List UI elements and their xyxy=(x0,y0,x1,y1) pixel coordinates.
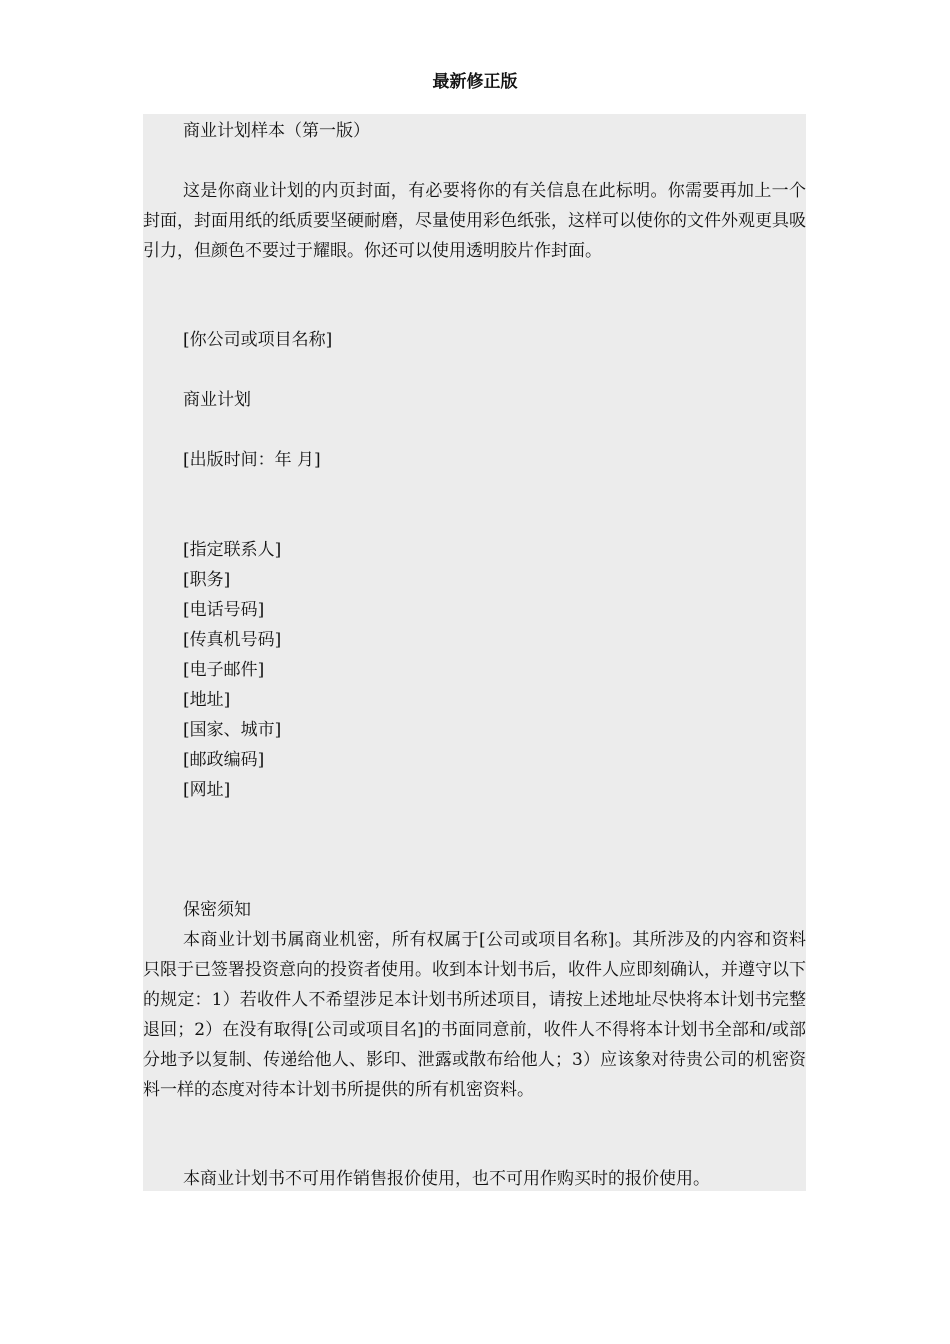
contact-field: [指定联系人] xyxy=(183,540,282,560)
document-body xyxy=(143,114,806,1191)
contact-field: [电话号码] xyxy=(183,600,265,620)
contact-field: [邮政编码] xyxy=(183,750,265,770)
contact-field: [地址] xyxy=(183,690,231,710)
contact-field: [网址] xyxy=(183,780,231,800)
plan-label: 商业计划 xyxy=(183,390,251,410)
document-heading: 商业计划样本（第一版） xyxy=(183,121,370,141)
confidentiality-note: 本商业计划书不可用作销售报价使用，也不可用作购买时的报价使用。 xyxy=(183,1169,710,1189)
cover-intro-paragraph: 这是你商业计划的内页封面，有必要将你的有关信息在此标明。你需要再加上一个封面，封面用纸的纸质要坚硬耐磨，尽量使用彩色纸张，这样可以使你的文件外观更具吸引力，但颜色不要过于耀眼。你还可以使用透明胶片作封面。 xyxy=(143,181,806,261)
contact-field: [电子邮件] xyxy=(183,660,265,680)
page-header-title: 最新修正版 xyxy=(432,72,518,92)
publish-date-placeholder: [出版时间：年 月] xyxy=(183,450,321,470)
contact-field: [传真机号码] xyxy=(183,630,282,650)
confidentiality-body: 本商业计划书属商业机密，所有权属于[公司或项目名称]。其所涉及的内容和资料只限于已签署投资意向的投资者使用。收到本计划书后，收件人应即刻确认，并遵守以下的规定：1）若收件人不希望涉足本计划书所述项目，请按上述地址尽快将本计划书完整退回；2）在没有取得[公司或项目名]的书面同意前，收件人不得将本计划书全部和/或部分地予以复制、传递给他人、影印、泄露或散布给他人；3）应该象对待贵公司的机密资料一样的态度对待本计划书所提供的所有机密资料。 xyxy=(143,930,806,1100)
confidentiality-title: 保密须知 xyxy=(183,900,251,920)
company-name-placeholder: [你公司或项目名称] xyxy=(183,330,333,350)
contact-field: [职务] xyxy=(183,570,231,590)
contact-field: [国家、城市] xyxy=(183,720,282,740)
